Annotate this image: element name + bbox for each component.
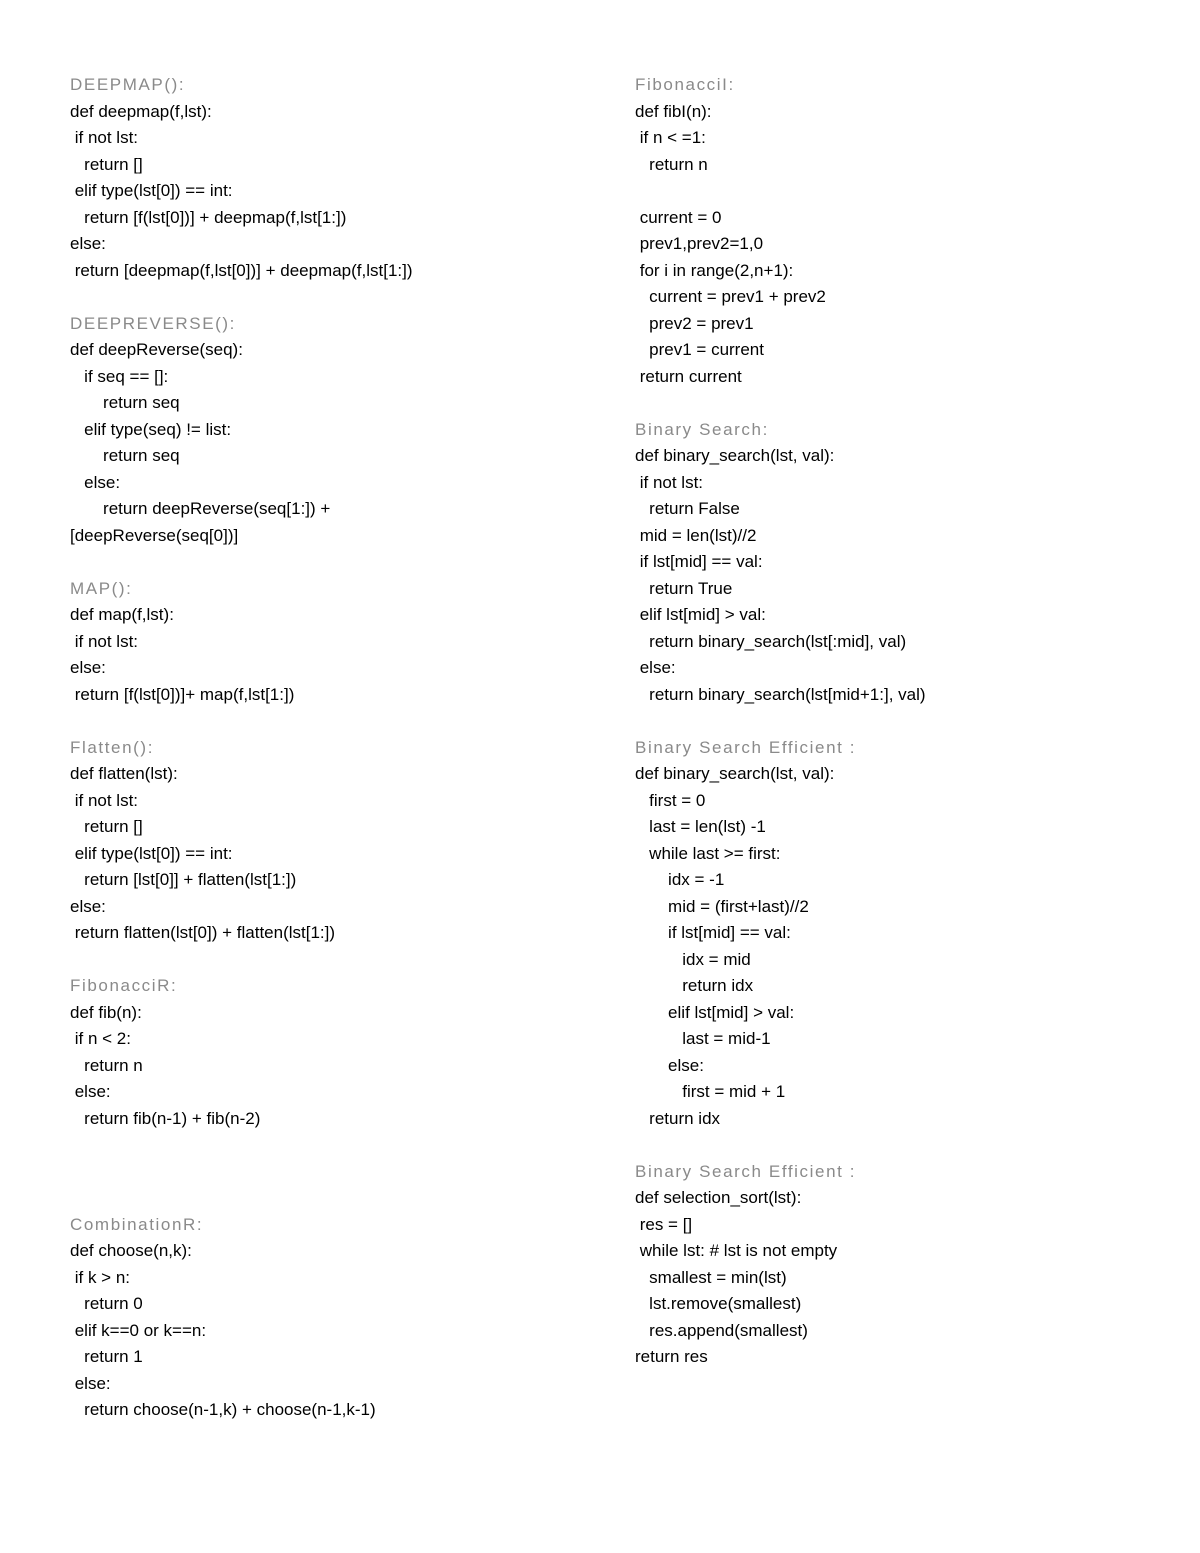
code-line: return [] xyxy=(70,154,143,174)
spacer xyxy=(70,1132,590,1212)
code-line: last = len(lst) -1 xyxy=(635,817,766,836)
code-line: first = 0 xyxy=(635,790,706,810)
spacer xyxy=(70,947,590,974)
code-line: def deepmap(f,lst): xyxy=(70,101,212,121)
code-line: def map(f,lst): xyxy=(70,605,174,624)
code-line: return seq xyxy=(70,446,180,465)
spacer xyxy=(70,284,590,311)
combination-r-section xyxy=(70,1212,590,1424)
code-line: return n xyxy=(635,154,708,174)
code-line: return 0 xyxy=(70,1294,143,1313)
code-line: if n < 2: xyxy=(70,1029,131,1048)
code-line: else: xyxy=(70,1373,111,1393)
spacer xyxy=(635,708,1155,735)
code-line: elif lst[mid] > val: xyxy=(635,1002,795,1022)
code-line: elif type(seq) != list: xyxy=(70,419,232,439)
code-line: return current xyxy=(635,366,742,386)
code-line: def fibI(n): xyxy=(635,101,712,121)
code-line: while last >= first: xyxy=(635,843,781,863)
section-heading: Binary Search: xyxy=(635,419,769,439)
code-line: return idx xyxy=(635,976,754,995)
code-line: return binary_search(lst[mid+1:], val) xyxy=(635,684,926,704)
code-line: else: xyxy=(70,472,121,492)
code-line: current = prev1 + prev2 xyxy=(635,287,826,306)
code-line: return [lst[0]] + flatten(lst[1:]) xyxy=(70,870,297,889)
binary-search-section xyxy=(635,417,1155,709)
code-line: res.append(smallest) xyxy=(635,1320,808,1340)
fibonacci-i-section xyxy=(635,72,1155,390)
section-heading: Binary Search Efficient : xyxy=(635,737,857,757)
code-line: return [deepmap(f,lst[0])] + deepmap(f,lst[1:]) xyxy=(70,260,413,280)
code-line: smallest = min(lst) xyxy=(635,1267,787,1287)
code-line: elif type(lst[0]) == int: xyxy=(70,181,233,200)
code-line: def flatten(lst): xyxy=(70,764,178,783)
code-line: return choose(n-1,k) + choose(n-1,k-1) xyxy=(70,1400,376,1419)
flatten-section xyxy=(70,735,590,947)
code-line: return [f(lst[0])]+ map(f,lst[1:]) xyxy=(70,684,295,704)
section-heading: FibonacciI: xyxy=(635,75,735,94)
code-line: prev1 = current xyxy=(635,340,764,359)
code-line: else: xyxy=(70,234,106,253)
code-line: return False xyxy=(635,499,740,518)
code-line: for i in range(2,n+1): xyxy=(635,260,794,280)
code-line xyxy=(635,178,1155,205)
code-line: def choose(n,k): xyxy=(70,1241,192,1260)
code-line: if lst[mid] == val: xyxy=(635,552,763,571)
code-line: def selection_sort(lst): xyxy=(635,1188,802,1207)
code-line: lst.remove(smallest) xyxy=(635,1294,802,1313)
code-line: if not lst: xyxy=(70,631,139,651)
code-line: else: xyxy=(70,896,106,916)
section-heading: Binary Search Efficient : xyxy=(635,1161,857,1181)
code-line: return seq xyxy=(70,393,180,412)
code-line: while lst: # lst is not empty xyxy=(635,1241,838,1260)
code-line: else: xyxy=(70,1082,111,1101)
code-line: def binary_search(lst, val): xyxy=(635,764,835,783)
code-line: if seq == []: xyxy=(70,366,169,386)
section-heading: DEEPMAP(): xyxy=(70,75,186,94)
code-line: first = mid + 1 xyxy=(635,1082,786,1101)
code-line: else: xyxy=(635,1055,704,1075)
code-line: return deepReverse(seq[1:]) + xyxy=(70,499,331,518)
code-line: res = [] xyxy=(635,1214,693,1234)
code-line: mid = (first+last)//2 xyxy=(635,896,809,916)
spacer xyxy=(70,549,590,576)
code-line: idx = -1 xyxy=(635,870,725,889)
code-line: def binary_search(lst, val): xyxy=(635,446,835,465)
map-section xyxy=(70,576,590,709)
code-line: [deepReverse(seq[0])] xyxy=(70,525,239,545)
code-line: return [] xyxy=(70,817,143,836)
code-line: if lst[mid] == val: xyxy=(635,923,791,942)
code-line: return [f(lst[0])] + deepmap(f,lst[1:]) xyxy=(70,207,347,227)
code-line: prev1,prev2=1,0 xyxy=(635,234,764,253)
spacer xyxy=(635,1132,1155,1159)
code-line: def deepReverse(seq): xyxy=(70,340,243,359)
code-line: elif type(lst[0]) == int: xyxy=(70,843,233,863)
code-line: current = 0 xyxy=(635,207,722,227)
fibonacci-r-section xyxy=(70,973,590,1132)
code-line: return res xyxy=(635,1347,708,1366)
code-line: elif lst[mid] > val: xyxy=(635,605,766,624)
code-line: elif k==0 or k==n: xyxy=(70,1320,207,1340)
right-column xyxy=(635,72,1155,1371)
code-line: if n < =1: xyxy=(635,128,706,147)
code-line: last = mid-1 xyxy=(635,1029,771,1048)
code-line: return fib(n-1) + fib(n-2) xyxy=(70,1108,261,1128)
binary-search-efficient-section xyxy=(635,735,1155,1133)
code-line: idx = mid xyxy=(635,949,751,969)
code-line: if not lst: xyxy=(635,472,704,492)
code-line: else: xyxy=(635,658,676,677)
code-line: if k > n: xyxy=(70,1267,130,1287)
section-heading: MAP(): xyxy=(70,578,133,598)
deepreverse-section xyxy=(70,311,590,550)
code-line: return idx xyxy=(635,1108,721,1128)
section-heading: DEEPREVERSE(): xyxy=(70,313,236,333)
code-line: mid = len(lst)//2 xyxy=(635,525,757,545)
code-line: def fib(n): xyxy=(70,1002,142,1022)
code-line: return n xyxy=(70,1055,143,1075)
section-heading: CombinationR: xyxy=(70,1214,204,1234)
code-line: else: xyxy=(70,658,106,677)
section-heading: Flatten(): xyxy=(70,737,155,757)
code-line: return True xyxy=(635,578,733,598)
spacer xyxy=(635,390,1155,417)
spacer xyxy=(70,708,590,735)
code-line: return binary_search(lst[:mid], val) xyxy=(635,631,907,651)
left-column xyxy=(70,72,590,1424)
selection-sort-section xyxy=(635,1159,1155,1371)
deepmap-section xyxy=(70,72,590,284)
code-line: prev2 = prev1 xyxy=(635,313,754,333)
code-line: if not lst: xyxy=(70,790,139,810)
code-line: return 1 xyxy=(70,1347,143,1366)
code-line: return flatten(lst[0]) + flatten(lst[1:]) xyxy=(70,923,336,942)
section-heading: FibonacciR: xyxy=(70,976,178,995)
code-line: if not lst: xyxy=(70,128,139,147)
